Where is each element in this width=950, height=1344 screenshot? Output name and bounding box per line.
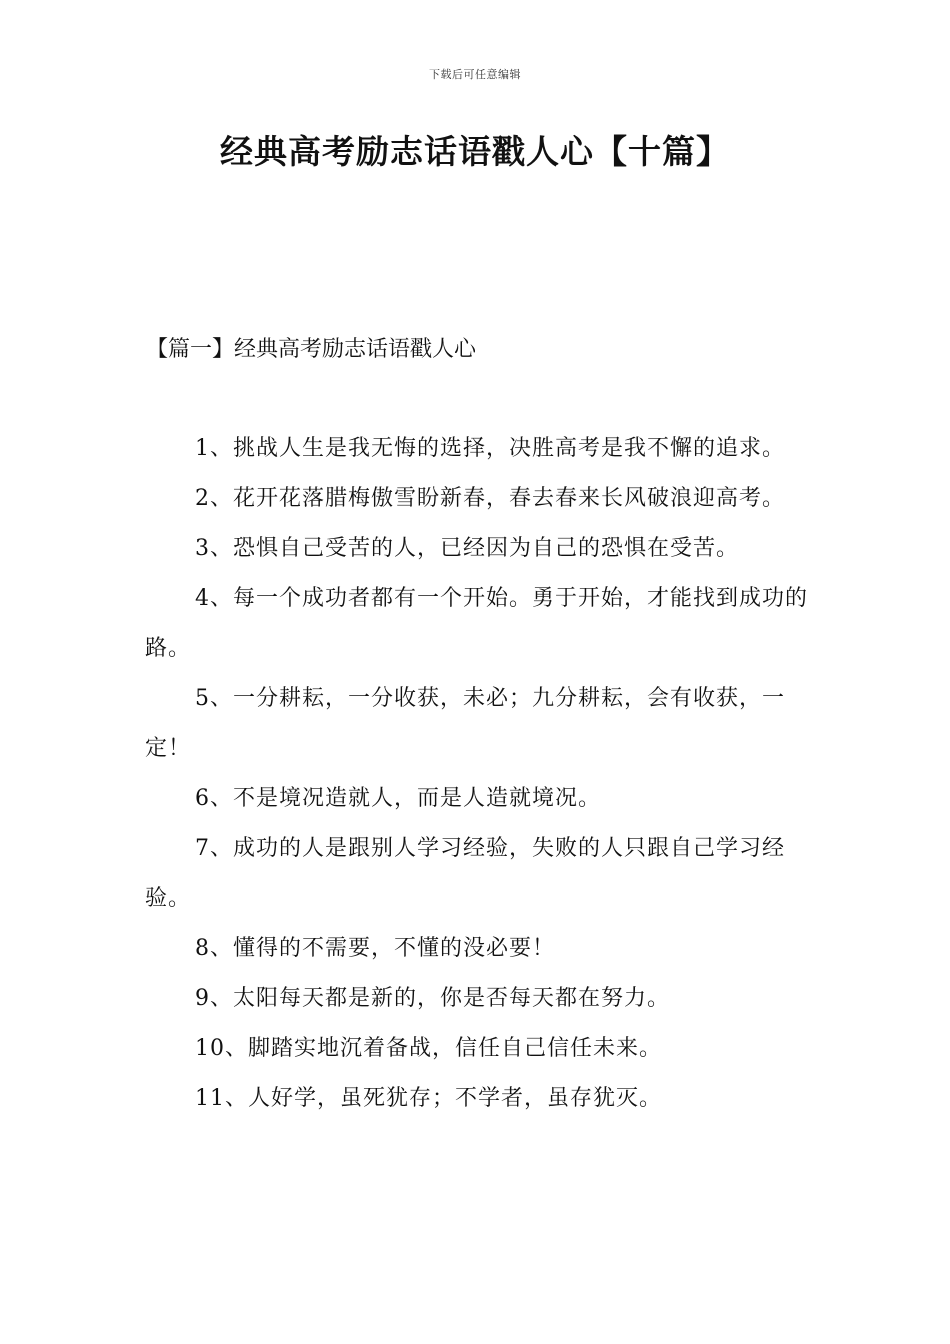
list-item: 9、太阳每天都是新的，你是否每天都在努力。 <box>195 986 670 1011</box>
list-item: 10、脚踏实地沉着备战，信任自己信任未来。 <box>195 1036 662 1061</box>
list-item: 3、恐惧自己受苦的人，已经因为自己的恐惧在受苦。 <box>195 536 739 561</box>
list-item: 1、挑战人生是我无悔的选择，决胜高考是我不懈的追求。 <box>195 436 785 461</box>
list-item: 11、人好学，虽死犹存；不学者，虽存犹灭。 <box>195 1086 662 1111</box>
header-note: 下载后可任意编辑 <box>429 68 521 81</box>
list-item: 7、成功的人是跟别人学习经验，失败的人只跟自己学习经验。 <box>145 836 785 911</box>
quote-list <box>145 424 813 1124</box>
list-item: 8、懂得的不需要，不懂的没必要！ <box>195 936 555 961</box>
section-heading: 【篇一】经典高考励志话语戳人心 <box>146 337 477 362</box>
list-item: 2、花开花落腊梅傲雪盼新春，春去春来长风破浪迎高考。 <box>195 486 785 511</box>
list-item: 6、不是境况造就人，而是人造就境况。 <box>195 786 601 811</box>
list-item: 5、一分耕耘，一分收获，未必；九分耕耘，会有收获，一定！ <box>145 686 785 761</box>
list-item: 4、每一个成功者都有一个开始。勇于开始，才能找到成功的路。 <box>145 586 808 661</box>
document-title: 经典高考励志话语戳人心【十篇】 <box>220 132 730 171</box>
